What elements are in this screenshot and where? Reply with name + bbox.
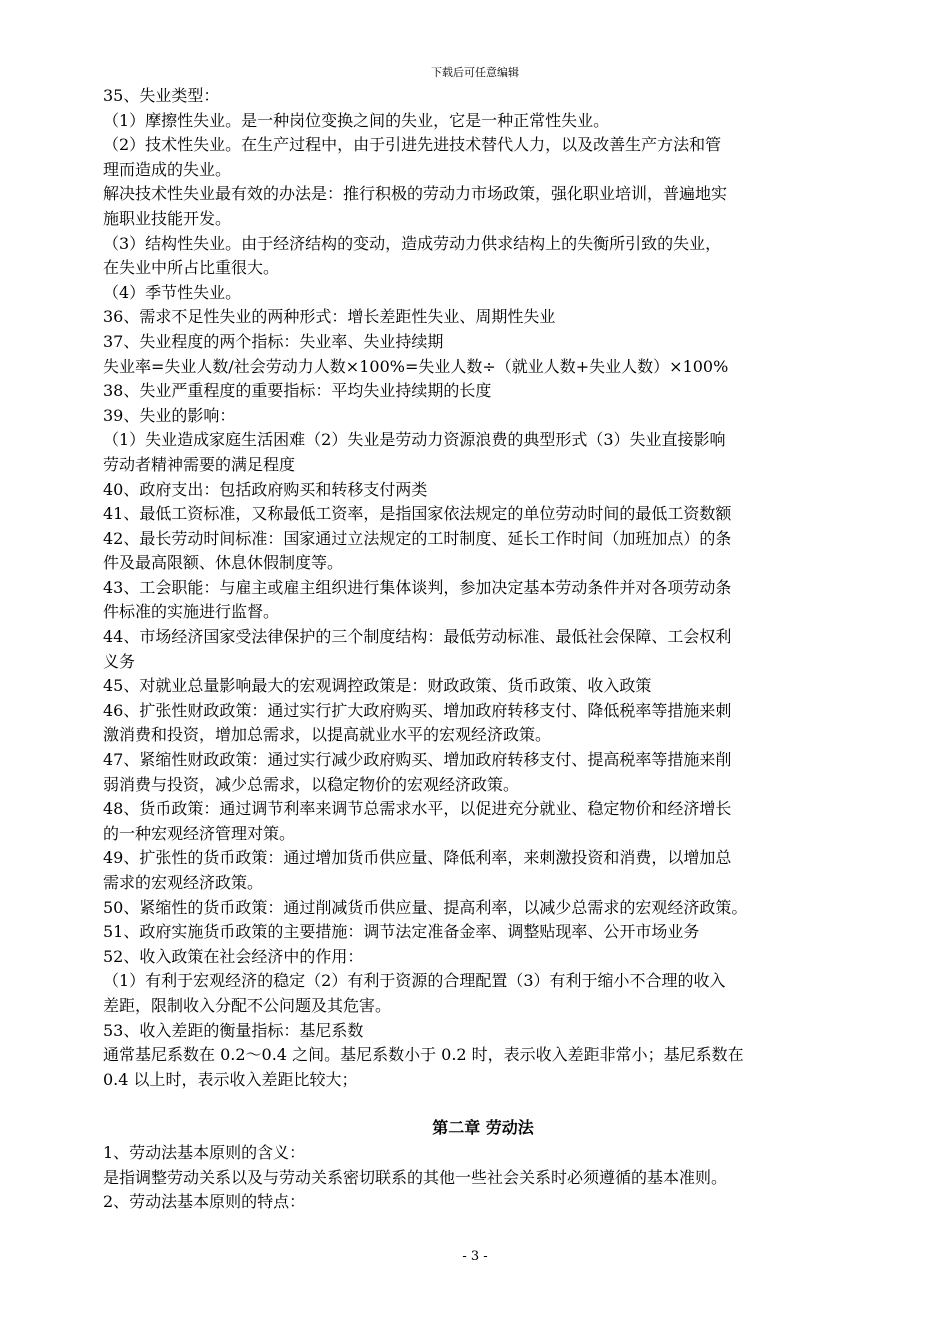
text-line: 施职业技能开发。	[103, 208, 232, 228]
text-line: 义务	[103, 651, 136, 671]
document-body	[103, 84, 863, 1215]
text-line: （1）有利于宏观经济的稳定（2）有利于资源的合理配置（3）有利于缩小不合理的收入	[103, 971, 726, 991]
text-line: 件及最高限额、休息休假制度等。	[103, 553, 344, 573]
section-text-block	[103, 1141, 863, 1215]
text-line: （1）失业造成家庭生活困难（2）失业是劳动力资源浪费的典型形式（3）失业直接影响	[103, 430, 726, 450]
text-line: 38、失业严重程度的重要指标：平均失业持续期的长度	[103, 381, 492, 401]
text-line: 36、需求不足性失业的两种形式：增长差距性失业、周期性失业	[103, 307, 556, 327]
text-line: 44、市场经济国家受法律保护的三个制度结构：最低劳动标准、最低社会保障、工会权利	[103, 627, 732, 647]
text-line: 52、收入政策在社会经济中的作用：	[103, 946, 364, 966]
chapter-heading: 第二章 劳动法	[432, 1118, 534, 1138]
text-line: 53、收入差距的衡量指标：基尼系数	[103, 1020, 364, 1040]
text-line: 激消费和投资，增加总需求，以提高就业水平的宏观经济政策。	[103, 725, 552, 745]
text-line: 39、失业的影响：	[103, 405, 236, 425]
page-number: - 3 -	[462, 1249, 488, 1264]
text-line: 2、劳动法基本原则的特点：	[103, 1192, 306, 1212]
text-line: 需求的宏观经济政策。	[103, 873, 264, 892]
text-line: 0.4 以上时，表示收入差距比较大；	[103, 1069, 358, 1089]
text-line: 在失业中所占比重很大。	[103, 258, 280, 278]
text-line: 49、扩张性的货币政策：通过增加货币供应量、降低利率，来刺激投资和消费，以增加总	[103, 848, 732, 868]
text-line: 42、最长劳动时间标准：国家通过立法规定的工时制度、延长工作时间（加班加点）的条	[103, 528, 732, 548]
text-line: 差距，限制收入分配不公问题及其危害。	[103, 995, 392, 1015]
text-line: 解决技术性失业最有效的办法是：推行积极的劳动力市场政策，强化职业培训，普遍地实	[103, 184, 728, 204]
text-line: 失业率=失业人数/社会劳动力人数×100%=失业人数÷（就业人数+失业人数）×100%	[103, 356, 729, 376]
text-line: 51、政府实施货币政策的主要措施：调节法定准备金率、调整贴现率、公开市场业务	[103, 922, 700, 942]
text-line: 37、失业程度的两个指标：失业率、失业持续期	[103, 331, 444, 351]
text-line: 通常基尼系数在 0.2～0.4 之间。基尼系数小于 0.2 时，表示收入差距非常小；基尼系数在	[103, 1045, 744, 1065]
text-line: （1）摩擦性失业。是一种岗位变换之间的失业，它是一种正常性失业。	[103, 110, 610, 130]
text-line: 件标准的实施进行监督。	[103, 602, 280, 622]
text-line: 48、货币政策：通过调节利率来调节总需求水平，以促进充分就业、稳定物价和经济增长	[103, 799, 732, 819]
text-line: （4）季节性失业。	[103, 282, 242, 302]
text-line: 50、紧缩性的货币政策：通过削减货币供应量、提高利率，以减少总需求的宏观经济政策。	[103, 897, 748, 917]
text-line: 理而造成的失业。	[103, 159, 232, 179]
text-line: 45、对就业总量影响最大的宏观调控政策是：财政政策、货币政策、收入政策	[103, 676, 652, 696]
text-line: 40、政府支出：包括政府购买和转移支付两类	[103, 479, 428, 499]
text-line: 是指调整劳动关系以及与劳动关系密切联系的其他一些社会关系时必须遵循的基本准则。	[103, 1167, 728, 1187]
text-line: 弱消费与投资，减少总需求，以稳定物价的宏观经济政策。	[103, 774, 520, 794]
text-line: （3）结构性失业。由于经济结构的变动，造成劳动力供求结构上的失衡所引致的失业，	[103, 233, 722, 253]
text-line: 46、扩张性财政政策：通过实行扩大政府购买、增加政府转移支付、降低税率等措施来刺	[103, 700, 732, 720]
text-line: 47、紧缩性财政政策：通过实行减少政府购买、增加政府转移支付、提高税率等措施来削	[103, 750, 732, 770]
text-line: 43、工会职能：与雇主或雇主组织进行集体谈判，参加决定基本劳动条件并对各项劳动条	[103, 577, 732, 597]
text-line: 劳动者精神需要的满足程度	[103, 454, 296, 474]
text-line: 的一种宏观经济管理对策。	[103, 823, 296, 843]
text-line: （2）技术性失业。在生产过程中，由于引进先进技术替代人力，以及改善生产方法和管	[103, 135, 722, 155]
section-text-block	[103, 84, 863, 1092]
text-line: 1、劳动法基本原则的含义：	[103, 1142, 306, 1162]
page-header: 下载后可任意编辑	[431, 66, 519, 79]
text-line: 41、最低工资标准，又称最低工资率，是指国家依法规定的单位劳动时间的最低工资数额	[103, 504, 732, 524]
text-line: 35、失业类型：	[103, 86, 220, 105]
